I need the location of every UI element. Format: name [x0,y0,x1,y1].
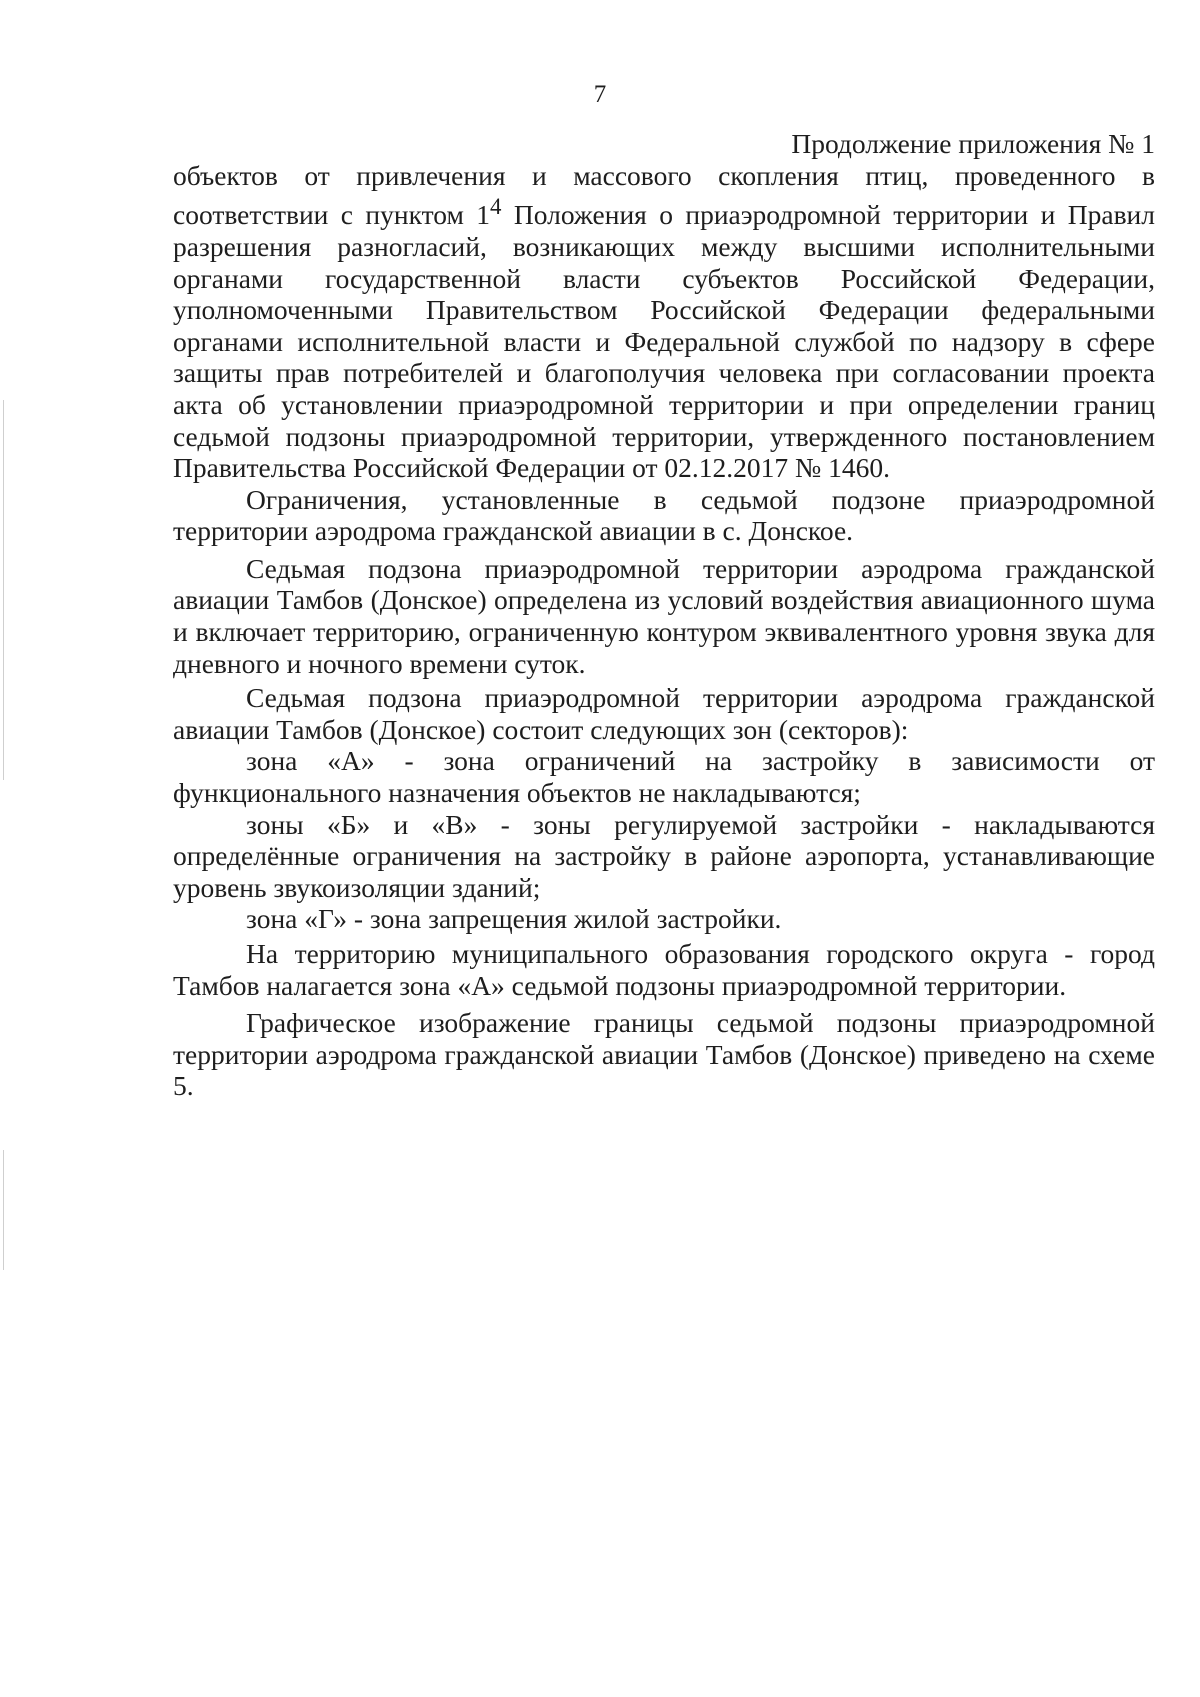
paragraph-zones-b-v: зоны «Б» и «В» - зоны регулируемой застройки - накладываются определённые ограничения на застройку в районе аэропорта, устанавливающие уровень звукоизоляции зданий; [173,808,1155,903]
footnote-superscript: 4 [490,194,502,220]
page-number: 7 [593,81,607,108]
paragraph-graphic-reference: Графическое изображение границы седьмой подзоны приаэродромной территории аэродрома гражданской авиации Тамбов (Донское) приведено на схеме 5. [173,1007,1155,1102]
scan-edge-mark [3,400,4,780]
paragraph-subzone-composition: Седьмая подзона приаэродромной территории аэродрома гражданской авиации Тамбов (Донское) состоит следующих зон (секторов): [173,682,1155,745]
document-body [173,128,1155,1102]
scan-edge-mark [3,1150,4,1270]
paragraph-text: объектов от привлечения и массового скопления птиц, проведенного в соответствии с пунктом 1 [173,159,1155,231]
paragraph-zone-g: зона «Г» - зона запрещения жилой застройки. [246,903,782,935]
paragraph-subzone-definition: Седьмая подзона приаэродромной территории аэродрома гражданской авиации Тамбов (Донское) определена из условий воздействия авиационного шума и включает территорию, ограниченную контуром эквивалентного уровня звука для дневного и ночного времени суток. [173,552,1155,679]
paragraph-continuation [173,160,1155,484]
paragraph-tambov-zone: На территорию муниципального образования городского округа - город Тамбов налагается зона «А» седьмой подзоны приаэродромной территории. [173,938,1155,1001]
paragraph-restrictions-heading: Ограничения, установленные в седьмой подзоне приаэродромной территории аэродрома гражданской авиации в с. Донское. [173,483,1155,547]
paragraph-zone-a: зона «А» - зона ограничений на застройку в зависимости от функционального назначения объектов не накладываются; [173,745,1155,809]
paragraph-text: Положения о приаэродромной территории и Правил разрешения разногласий, возникающих между высшими исполнительными органами государственной власти субъектов Российской Федерации, уполномоченными Правительством Российской Федерации федеральными органами исполнительной власти и Федеральной службой по надзору в сфере защиты прав потребителей и благополучия человека при согласовании проекта акта об установлении приаэродромной территории и при определении границ седьмой подзоны приаэродромной территории, утвержденного постановлением Правительства Российской Федерации от 02.12.2017 № 1460. [173,199,1155,484]
appendix-continuation-note: Продолжение приложения № 1 [791,128,1155,159]
